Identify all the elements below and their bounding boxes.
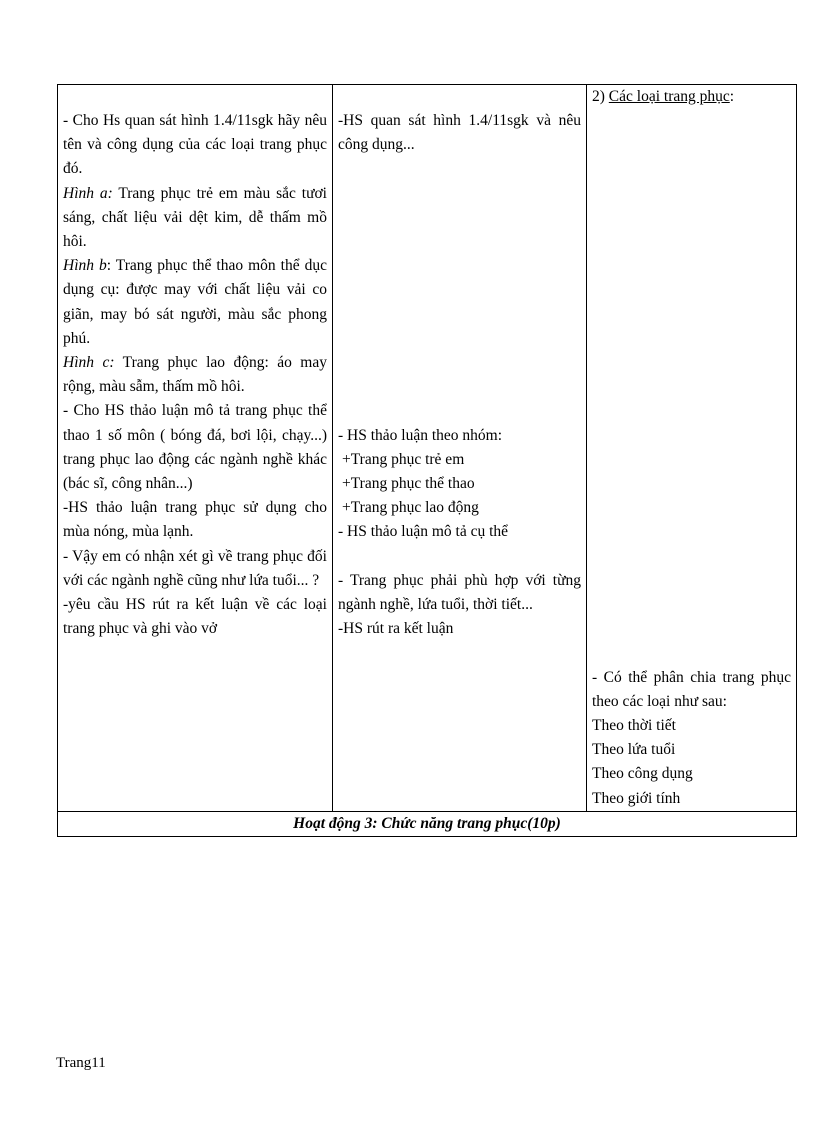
section-heading	[592, 85, 791, 109]
student-step-3: - HS thảo luận mô tả cụ thể	[338, 523, 509, 541]
content-cell	[587, 85, 797, 812]
teacher-step-5: -yêu cầu HS rút ra kết luận về các loại trang phục và ghi vào vở	[63, 596, 327, 638]
teacher-step-4: - Vậy em có nhận xét gì về trang phục đối với các ngành nghề cũng như lứa tuổi... ?	[63, 547, 327, 589]
activity-3-heading: Hoạt động 3: Chức năng trang phục(10p)	[58, 811, 797, 836]
student-activity-cell	[333, 85, 587, 812]
student-step-5: -HS rút ra kết luận	[338, 620, 454, 638]
figure-c-description	[63, 351, 327, 399]
teacher-step-2: - Cho HS thảo luận mô tả trang phục thể thao 1 số môn ( bóng đá, bơi lội, chạy...) trang phục lao động các ngành nghề khác (bác sĩ, công nhân...)	[63, 402, 327, 493]
section-colon: :	[729, 88, 735, 105]
table-row	[58, 811, 797, 836]
figure-a-text: Trang phục trẻ em màu sắc tươi sáng, chất liệu vải dệt kim, dễ thấm mồ hôi.	[63, 184, 327, 251]
student-item-sport: +Trang phục thể thao	[342, 475, 475, 493]
section-number: 2)	[592, 88, 609, 105]
lesson-table	[57, 84, 797, 837]
figure-b-description	[63, 254, 327, 351]
figure-b-label: Hình b	[63, 257, 107, 275]
section-title: Các loại trang phục	[608, 88, 730, 105]
figure-a-description	[63, 182, 327, 255]
teacher-step-1: - Cho Hs quan sát hình 1.4/11sgk hãy nêu tên và công dụng của các loại trang phục đó.	[63, 112, 327, 178]
student-step-2: - HS thảo luận theo nhóm:	[338, 426, 503, 444]
table-row	[58, 85, 797, 812]
classification-intro: - Có thể phân chia trang phục theo các loại như sau:	[592, 668, 791, 710]
page-number: Trang11	[56, 1055, 106, 1071]
figure-c-label: Hình c:	[63, 354, 115, 372]
figure-c-text: Trang phục lao động: áo may rộng, màu sẫm, thấm mồ hôi.	[63, 354, 327, 396]
list-item: Theo giới tính	[592, 789, 681, 807]
teacher-activity-cell	[58, 85, 333, 812]
student-step-1: -HS quan sát hình 1.4/11sgk và nêu công dụng...	[338, 112, 581, 154]
list-item: Theo lứa tuổi	[592, 741, 676, 759]
student-item-children: +Trang phục trẻ em	[342, 450, 465, 468]
figure-b-text: : Trang phục thể thao môn thể dục dụng cụ: được may với chất liệu vải co giãn, may bó sát người, màu sắc phong phú.	[63, 257, 327, 347]
student-item-labor: +Trang phục lao động	[342, 499, 479, 517]
figure-a-label: Hình a:	[63, 184, 113, 202]
teacher-step-3: -HS thảo luận trang phục sử dụng cho mùa nóng, mùa lạnh.	[63, 499, 327, 541]
list-item: Theo thời tiết	[592, 716, 676, 734]
list-item: Theo công dụng	[592, 765, 693, 783]
student-step-4: - Trang phục phải phù hợp với từng ngành nghề, lứa tuổi, thời tiết...	[338, 571, 581, 614]
